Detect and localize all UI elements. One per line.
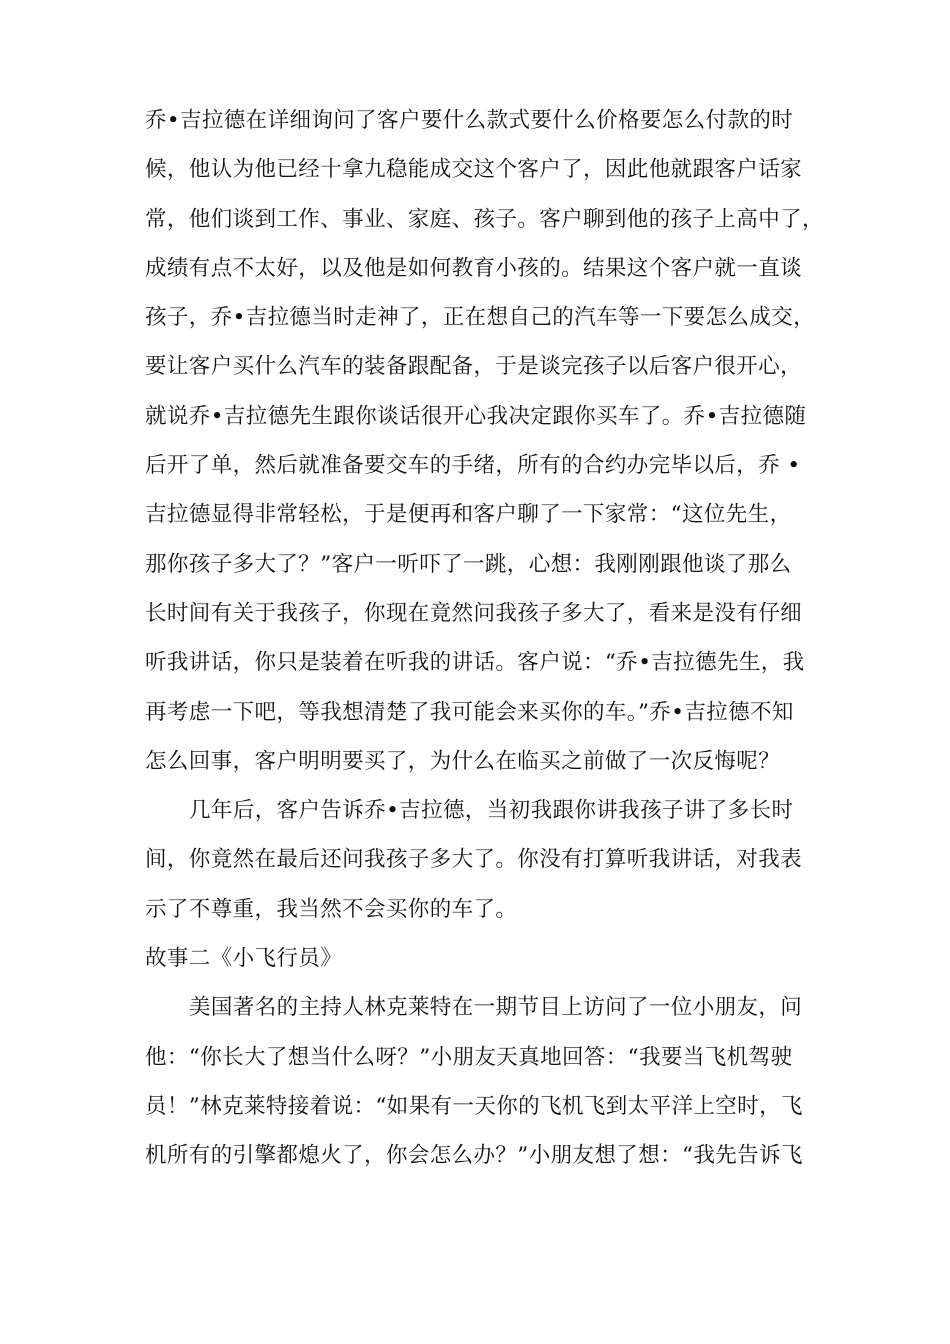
text-line: 孩子，乔•吉拉德当时走神了，正在想自己的汽车等一下要怎么成交， — [145, 305, 816, 331]
text-line: 就说乔•吉拉德先生跟你谈话很开心我决定跟你买车了。乔•吉拉德随 — [145, 403, 807, 429]
text-line: 吉拉德显得非常轻松，于是便再和客户聊了一下家常：“这位先生， — [145, 502, 792, 528]
section-heading — [145, 934, 825, 983]
text-line: 再考虑一下吧，等我想清楚了我可能会来买你的车。”乔•吉拉德不知 — [145, 699, 794, 725]
text-line: 听我讲话，你只是装着在听我的讲话。客户说：“乔•吉拉德先生，我 — [145, 650, 805, 676]
paragraph-3 — [145, 983, 825, 1180]
text-line: 长时间有关于我孩子，你现在竟然问我孩子多大了，看来是没有仔细 — [145, 600, 803, 626]
text-line: 员！”林克莱特接着说：“如果有一天你的飞机飞到太平洋上空时，飞 — [145, 1093, 803, 1119]
text-line: 后开了单，然后就准备要交车的手绪，所有的合约办完毕以后，乔 • — [145, 453, 801, 479]
text-line: 示了不尊重，我当然不会买你的车了。 — [145, 896, 518, 922]
text-line: 成绩有点不太好，以及他是如何教育小孩的。结果这个客户就一直谈 — [145, 255, 803, 281]
text-line: 怎么回事，客户明明要买了，为什么在临买之前做了一次反悔呢？ — [145, 748, 781, 774]
text-line: 常，他们谈到工作、事业、家庭、孩子。客户聊到他的孩子上高中了， — [145, 206, 824, 232]
text-line: 候，他认为他已经十拿九稳能成交这个客户了，因此他就跟客户话家 — [145, 157, 803, 183]
paragraph-1 — [145, 96, 825, 786]
text-line: 乔•吉拉德在详细询问了客户要什么款式要什么价格要怎么付款的时 — [145, 108, 794, 133]
text-line: 机所有的引擎都熄火了，你会怎么办？”小朋友想了想：“我先告诉飞 — [145, 1143, 803, 1169]
text-line: 间，你竟然在最后还问我孩子多大了。你没有打算听我讲话，对我表 — [145, 847, 803, 873]
heading-text: 故事二《小飞行员》 — [145, 946, 343, 972]
text-line: 几年后，客户告诉乔•吉拉德，当初我跟你讲我孩子讲了多长时 — [189, 798, 794, 824]
text-line: 美国著名的主持人林克莱特在一期节目上访问了一位小朋友，问 — [189, 995, 803, 1021]
document-body — [145, 0, 825, 1181]
document-page — [145, 0, 825, 1344]
paragraph-2 — [145, 786, 825, 934]
text-line: 要让客户买什么汽车的装备跟配备，于是谈完孩子以后客户很开心， — [145, 354, 803, 380]
text-line: 他：“你长大了想当什么呀？”小朋友天真地回答：“我要当飞机驾驶 — [145, 1044, 793, 1070]
text-line: 那你孩子多大了？”客户一听吓了一跳，心想：我刚刚跟他谈了那么 — [145, 551, 792, 577]
